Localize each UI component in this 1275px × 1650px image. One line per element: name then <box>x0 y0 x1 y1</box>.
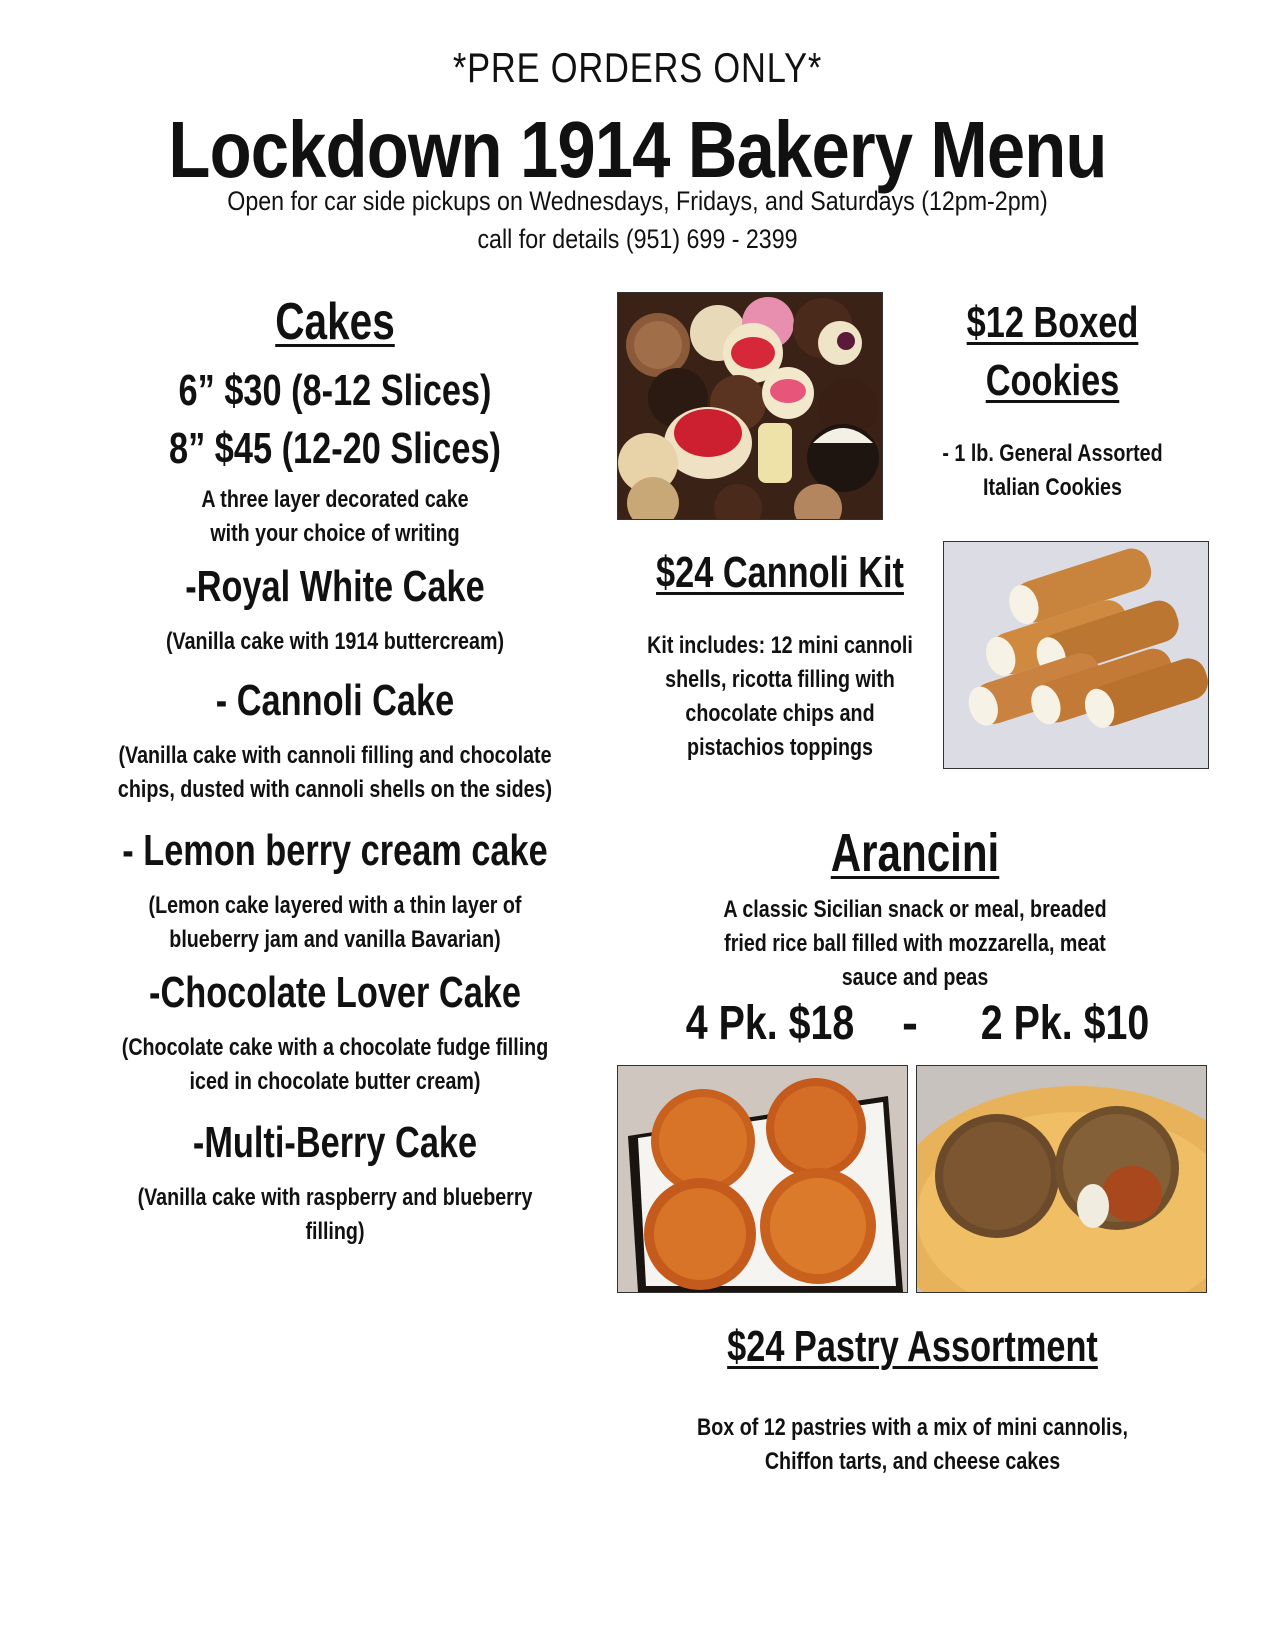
pickup-hours: Open for car side pickups on Wednesdays, Fridays, and Saturdays (12pm-2pm) <box>227 186 1048 216</box>
pastry-desc-line2: Chiffon tarts, and cheese cakes <box>764 1448 1061 1475</box>
arancini-desc: fried rice ball filled with mozzarella, meat <box>724 930 1106 957</box>
cookies-desc-line1: - 1 lb. General Assorted <box>942 440 1163 467</box>
arancini-price-2pk: 2 Pk. $10 <box>980 997 1150 1050</box>
cake-price-8-inch: 8” $45 (12-20 Slices) <box>169 424 501 473</box>
cake-item-name: -Multi-Berry Cake <box>192 1118 478 1167</box>
arancini-cut-photo <box>916 1065 1207 1293</box>
cookies-desc-line2: Italian Cookies <box>983 474 1122 501</box>
cannoli-kit-desc: shells, ricotta filling with <box>665 666 895 693</box>
preorders-notice: *PRE ORDERS ONLY* <box>452 44 823 91</box>
cookies-heading-line2: Cookies <box>985 356 1120 405</box>
cake-item-desc: (Vanilla cake with raspberry and blueberry <box>137 1184 533 1211</box>
cake-price-6-inch: 6” $30 (8-12 Slices) <box>178 366 492 415</box>
cannoli-kit-desc: Kit includes: 12 mini cannoli <box>647 632 913 659</box>
arancini-heading: Arancini <box>830 823 1000 883</box>
cake-item-name: - Cannoli Cake <box>215 676 455 725</box>
arancini-price-4pk: 4 Pk. $18 <box>685 997 855 1050</box>
cake-item-desc: blueberry jam and vanilla Bavarian) <box>169 926 501 953</box>
arancini-price-separator: - <box>902 997 918 1050</box>
cakes-heading: Cakes <box>275 293 395 351</box>
cake-item-desc: (Vanilla cake with cannoli filling and chocolate <box>118 742 552 769</box>
cannoli-kit-desc: chocolate chips and <box>685 700 875 727</box>
cake-item-desc: (Chocolate cake with a chocolate fudge filling <box>121 1034 549 1061</box>
cake-item-desc: filling) <box>305 1218 365 1245</box>
cookies-photo <box>617 292 883 520</box>
cannoli-kit-desc: pistachios toppings <box>687 734 873 761</box>
cake-item-name: - Lemon berry cream cake <box>122 826 548 875</box>
arancini-desc: A classic Sicilian snack or meal, breaded <box>723 896 1107 923</box>
cookies-heading-line1: $12 Boxed <box>966 298 1139 347</box>
cake-note-line1: A three layer decorated cake <box>201 486 469 513</box>
page-title: Lockdown 1914 Bakery Menu <box>168 105 1107 194</box>
arancini-desc: sauce and peas <box>841 964 989 991</box>
cake-item-name: -Chocolate Lover Cake <box>149 968 521 1017</box>
cake-item-desc: (Lemon cake layered with a thin layer of <box>148 892 522 919</box>
pastry-desc-line1: Box of 12 pastries with a mix of mini cannolis, <box>697 1414 1128 1441</box>
arancini-plate-photo <box>617 1065 908 1293</box>
pastry-heading: $24 Pastry Assortment <box>727 1322 1098 1371</box>
cake-note-line2: with your choice of writing <box>210 520 460 547</box>
cake-item-desc: iced in chocolate butter cream) <box>189 1068 481 1095</box>
phone-number: call for details (951) 699 - 2399 <box>477 224 798 254</box>
cannoli-kit-heading: $24 Cannoli Kit <box>656 548 904 597</box>
cake-item-desc: (Vanilla cake with 1914 buttercream) <box>166 628 504 655</box>
cake-item-name: -Royal White Cake <box>185 562 485 611</box>
cake-item-desc: chips, dusted with cannoli shells on the sides) <box>117 776 553 803</box>
cannoli-photo <box>943 541 1209 769</box>
